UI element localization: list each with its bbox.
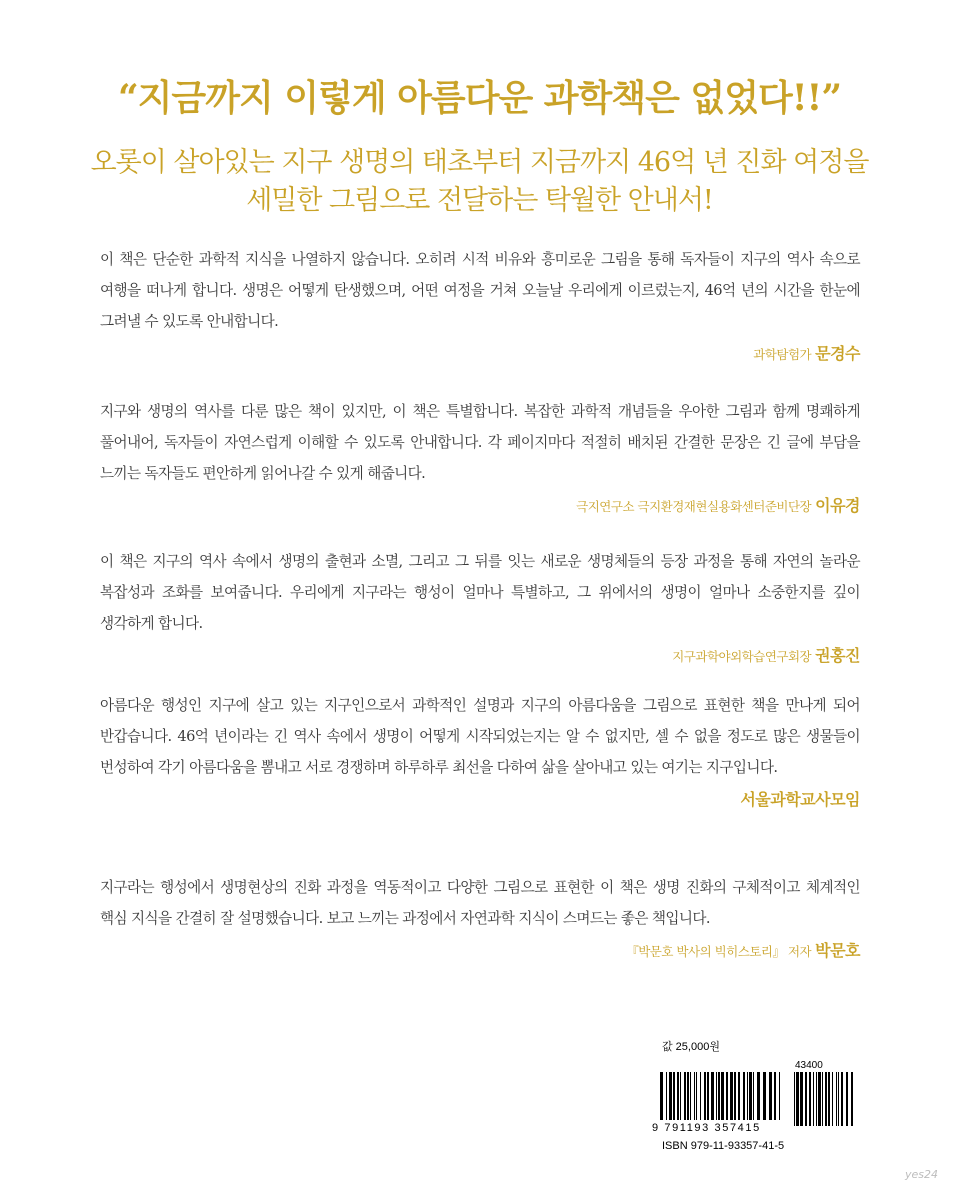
review-attribution: [100, 341, 860, 364]
reviewer-name: 박문호: [815, 941, 860, 960]
barcode-bar: [841, 1072, 843, 1126]
reviewer-name: 서울과학교사모임: [740, 790, 860, 809]
review-1: [100, 244, 860, 364]
barcode-bar: [774, 1072, 776, 1120]
barcode-bar: [734, 1072, 736, 1120]
barcode-bar: [846, 1072, 848, 1126]
barcode-bar: [716, 1072, 717, 1120]
ean-digits: 9 791193 357415: [652, 1122, 761, 1134]
barcode-bar: [796, 1072, 799, 1126]
review-5: [100, 872, 860, 961]
barcode-bar: [726, 1072, 728, 1120]
barcode-bar: [707, 1072, 709, 1120]
barcode-bar: [747, 1072, 748, 1120]
barcode-bar: [805, 1072, 807, 1126]
review-3: [100, 546, 860, 666]
barcode-bar: [832, 1072, 833, 1126]
barcode-bar: [687, 1072, 689, 1120]
isbn-barcode-block: [632, 1038, 862, 1158]
review-text: 이 책은 지구의 역사 속에서 생명의 출현과 소멸, 그리고 그 뒤를 잇는 새로운 생명체들의 등장 과정을 통해 자연의 놀라운 복잡성과 조화를 보여줍니다. 우리에게 지구라는 행성이 얼마나 특별하고, 그 위에서의 생명이 얼마나 소중한지를 깊이 생각하게 합니다.: [100, 553, 860, 632]
barcode-bar: [838, 1072, 839, 1126]
barcode-bar: [836, 1072, 837, 1126]
barcode-bar: [800, 1072, 803, 1126]
addon-barcode: [794, 1072, 854, 1126]
watermark: yes24: [905, 1168, 939, 1181]
review-4: [100, 690, 860, 810]
barcode-bar: [666, 1072, 667, 1120]
headline: “지금까지 이렇게 아름다운 과학책은 없었다!!”: [117, 77, 842, 119]
barcode-bar: [711, 1072, 714, 1120]
barcode-bar: [743, 1072, 745, 1120]
isbn-number: ISBN 979-11-93357-41-5: [662, 1140, 785, 1152]
review-attribution: [100, 787, 860, 810]
barcode-bar: [825, 1072, 827, 1126]
price-label: 값 25,000원: [662, 1041, 720, 1053]
barcode-bar: [730, 1072, 733, 1120]
barcode-bar: [794, 1072, 795, 1126]
barcode-bar: [809, 1072, 811, 1126]
barcode-bar: [753, 1072, 754, 1120]
reviewer-name: 문경수: [815, 344, 860, 363]
barcode-bar: [696, 1072, 697, 1120]
barcode-bar: [660, 1072, 663, 1120]
barcode-bar: [680, 1072, 681, 1120]
reviewer-name: 권홍진: [815, 646, 860, 665]
barcode-bar: [718, 1072, 720, 1120]
barcode-bar: [749, 1072, 752, 1120]
barcode-bar: [822, 1072, 823, 1126]
barcode-bar: [816, 1072, 817, 1126]
barcode-bar: [818, 1072, 821, 1126]
barcode-bar: [763, 1072, 766, 1120]
barcode-bar: [700, 1072, 701, 1120]
review-text: 아름다운 행성인 지구에 살고 있는 지구인으로서 과학적인 설명과 지구의 아름다움을 그림으로 표현한 책을 만나게 되어 반갑습니다. 46억 년이라는 긴 역사 속에서 생명이 어떻게 시작되었는지는 알 수 없지만, 셀 수 없을 정도로 많은 생물들이 번성하여 각기 아름다움을 뽐내고 서로 경쟁하며 하루하루 최선을 다하여 삶을 살아내고 있는 여기는 지구입니다.: [100, 697, 860, 776]
barcode-addon-number: 43400: [795, 1060, 823, 1071]
barcode-bar: [779, 1072, 780, 1120]
review-text: 지구라는 행성에서 생명현상의 진화 과정을 역동적이고 다양한 그림으로 표현한 이 책은 생명 진화의 구체적이고 체계적인 핵심 지식을 간결히 잘 설명했습니다. 보고 느끼는 과정에서 자연과학 지식이 스며드는 좋은 책입니다.: [100, 879, 860, 927]
barcode-bar: [813, 1072, 814, 1126]
barcode-bar: [673, 1072, 675, 1120]
review-attribution: [100, 493, 860, 516]
review-text: 이 책은 단순한 과학적 지식을 나열하지 않습니다. 오히려 시적 비유와 흥미로운 그림을 통해 독자들이 지구의 역사 속으로 여행을 떠나게 합니다. 생명은 어떻게 탄생했으며, 어떤 여정을 거쳐 오늘날 우리에게 이르렀는지, 46억 년의 시간을 한눈에 그려낼 수 있도록 안내합니다.: [100, 251, 860, 330]
barcode-bar: [690, 1072, 691, 1120]
barcode-bar: [704, 1072, 706, 1120]
barcode-bar: [694, 1072, 695, 1120]
subheadline-line-2: 세밀한 그림으로 전달하는 탁월한 안내서!: [246, 185, 713, 216]
barcode-bar: [828, 1072, 830, 1126]
reviewer-role: 과학탐험가: [753, 347, 812, 362]
barcode-bar: [769, 1072, 772, 1120]
reviewer-role: 극지연구소 극지환경재현실용화센터준비단장: [576, 499, 812, 514]
reviewer-role: 『박문호 박사의 빅히스토리』 저자: [626, 944, 812, 959]
barcode-bar: [677, 1072, 679, 1120]
review-attribution: [100, 643, 860, 666]
barcode-bar: [721, 1072, 724, 1120]
subheadline-line-1: 오롯이 살아있는 지구 생명의 태초부터 지금까지 46억 년 진화 여정을: [90, 147, 869, 178]
review-2: [100, 396, 860, 516]
barcode-bar: [738, 1072, 740, 1120]
reviewer-role: 지구과학야외학습연구회장: [672, 649, 812, 664]
barcode-bar: [757, 1072, 760, 1120]
ean-barcode: [660, 1072, 782, 1120]
review-attribution: [100, 938, 860, 961]
review-text: 지구와 생명의 역사를 다룬 많은 책이 있지만, 이 책은 특별합니다. 복잡한 과학적 개념들을 우아한 그림과 함께 명쾌하게 풀어내어, 독자들이 자연스럽게 이해할 수 있도록 안내합니다. 각 페이지마다 적절히 배치된 간결한 문장은 긴 글에 부담을 느끼는 독자들도 편안하게 읽어나갈 수 있게 해줍니다.: [100, 403, 860, 482]
barcode-bar: [669, 1072, 672, 1120]
barcode-bar: [684, 1072, 686, 1120]
barcode-bar: [851, 1072, 853, 1126]
reviewer-name: 이유경: [815, 496, 860, 515]
